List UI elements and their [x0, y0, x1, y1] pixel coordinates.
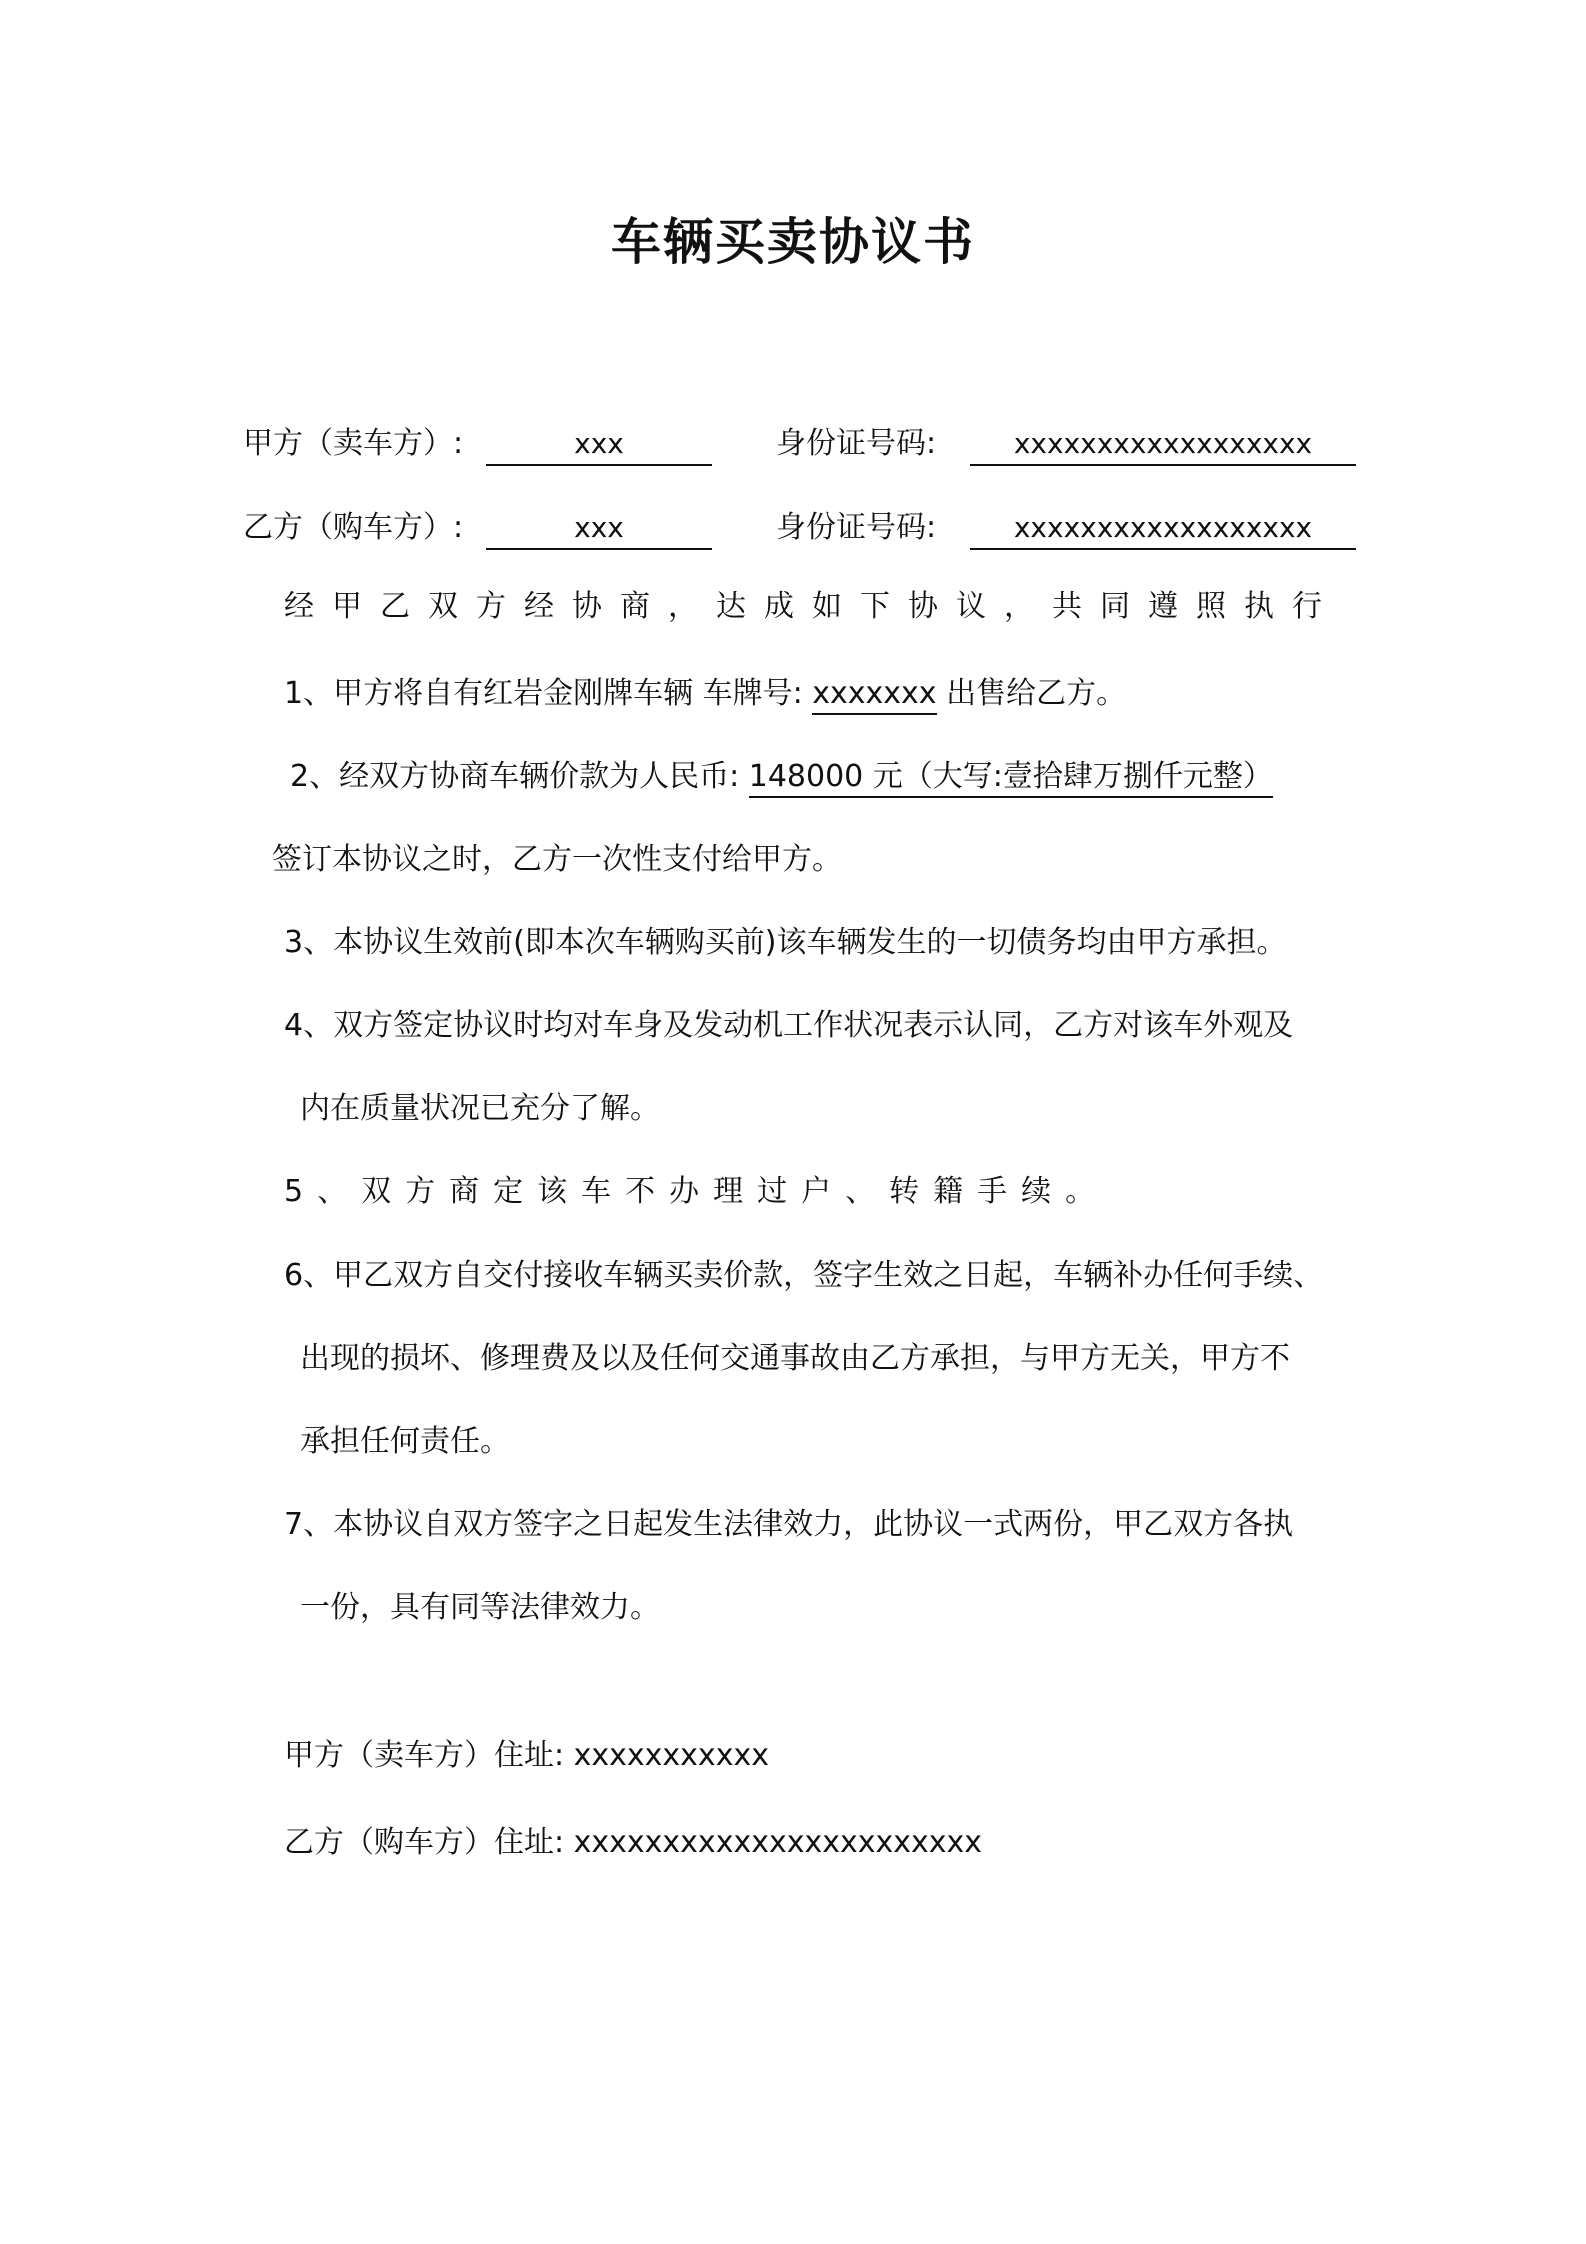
party-b-id-field: xxxxxxxxxxxxxxxxxx	[970, 508, 1356, 550]
clause-6-line-1: 6、甲乙双方自交付接收车辆买卖价款，签字生效之日起，车辆补办任何手续、	[284, 1258, 1324, 1293]
clause-2-line-2: 签订本协议之时，乙方一次性支付给甲方。	[272, 842, 842, 877]
clause-1-prefix: 1、甲方将自有红岩金刚牌车辆 车牌号:	[284, 676, 803, 711]
clause-1	[284, 674, 1126, 714]
clause-4-line-1: 4、双方签定协议时均对车身及发动机工作状况表示认同，乙方对该车外观及	[284, 1008, 1294, 1043]
clause-7-line-2: 一份，具有同等法律效力。	[300, 1590, 660, 1625]
plate-number-field: xxxxxxx	[812, 676, 936, 715]
clause-3: 3、本协议生效前(即本次车辆购买前)该车辆发生的一切债务均由甲方承担。	[284, 925, 1287, 960]
party-a-id-field: xxxxxxxxxxxxxxxxxx	[970, 424, 1356, 466]
clause-6-line-2: 出现的损坏、修理费及以及任何交通事故由乙方承担，与甲方无关，甲方不	[300, 1341, 1290, 1376]
address-a-value: xxxxxxxxxxx	[573, 1738, 769, 1773]
address-b	[284, 1823, 982, 1863]
party-b-name-field: xxx	[486, 508, 712, 550]
price-field: 148000 元（大写:壹拾肆万捌仟元整）	[749, 759, 1273, 798]
document-title: 车辆买卖协议书	[611, 213, 975, 271]
party-b-label: 乙方（购车方）:	[243, 510, 464, 545]
address-a-label: 甲方（卖车方）住址:	[284, 1738, 565, 1773]
clause-2-prefix: 2、经双方协商车辆价款为人民币:	[290, 759, 740, 794]
address-b-value: xxxxxxxxxxxxxxxxxxxxxxx	[573, 1825, 982, 1860]
party-b-id-label: 身份证号码:	[776, 510, 937, 545]
intro-text: 经甲乙双方经协商，达成如下协议，共同遵照执行	[284, 589, 1340, 624]
address-b-label: 乙方（购车方）住址:	[284, 1825, 565, 1860]
address-a	[284, 1736, 769, 1776]
clause-4-line-2: 内在质量状况已充分了解。	[300, 1091, 660, 1126]
clause-5: 5、双方商定该车不办理过户、转籍手续。	[284, 1174, 1110, 1209]
clause-1-suffix: 出售给乙方。	[946, 676, 1127, 711]
party-a-id-label: 身份证号码:	[776, 426, 937, 461]
clause-7-line-1: 7、本协议自双方签字之日起发生法律效力，此协议一式两份，甲乙双方各执	[284, 1507, 1294, 1542]
clause-6-line-3: 承担任何责任。	[300, 1424, 510, 1459]
party-a-name-field: xxx	[486, 424, 712, 466]
clause-2-line-1	[290, 757, 1273, 797]
party-a-label: 甲方（卖车方）:	[243, 426, 464, 461]
